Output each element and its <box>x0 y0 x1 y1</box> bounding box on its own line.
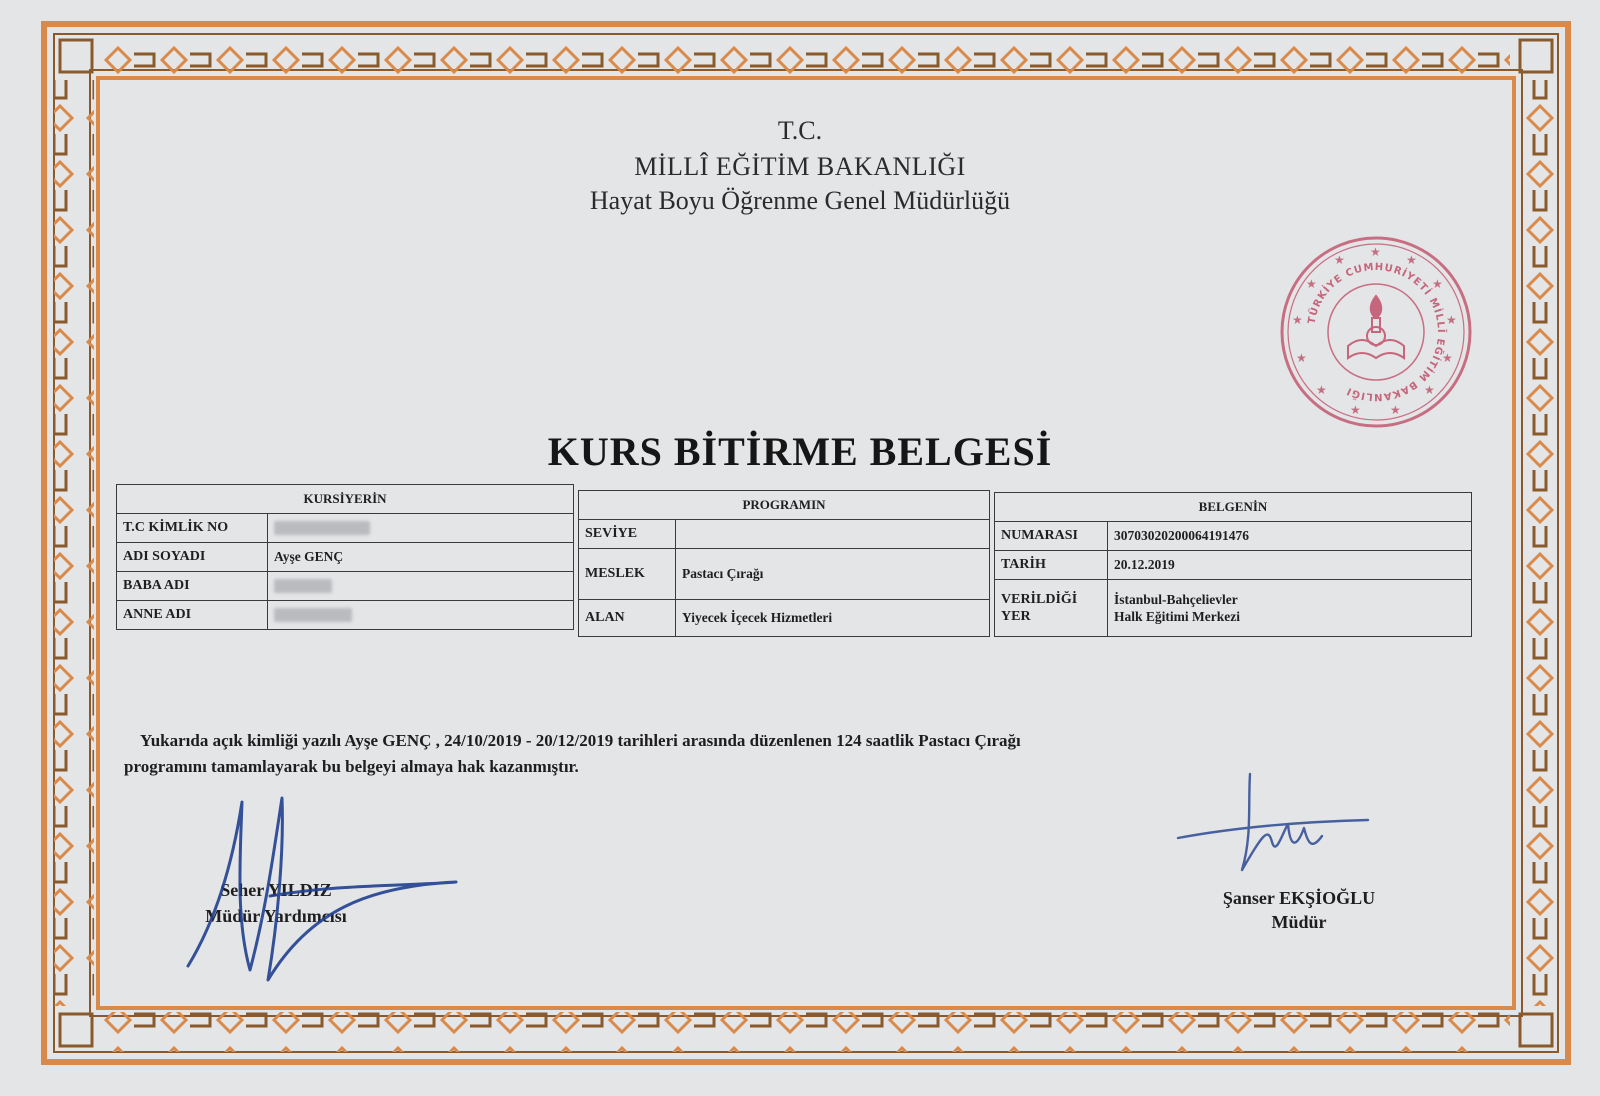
certificate-number-label: NUMARASI <box>995 522 1108 551</box>
table-row <box>579 520 990 549</box>
right-signature-scribble <box>1172 766 1382 886</box>
field-value: Yiyecek İçecek Hizmetleri <box>676 600 990 637</box>
table-row <box>117 572 574 601</box>
svg-text:★: ★ <box>1424 383 1435 397</box>
body-line-2: programını tamamlayarak bu belgeyi almaya hak kazanmıştır. <box>124 757 579 776</box>
tc-id-value <box>268 514 574 543</box>
tc-id-label: T.C KİMLİK NO <box>117 514 268 543</box>
field-label: ALAN <box>579 600 676 637</box>
left-signatory-title: Müdür Yardımcısı <box>205 906 347 926</box>
name-label: ADI SOYADI <box>117 543 268 572</box>
issued-place-value-line1: İstanbul-Bahçelievler <box>1114 592 1238 607</box>
issued-place-label-line1: VERİLDİĞİ <box>1001 592 1078 607</box>
svg-text:★: ★ <box>1432 277 1443 291</box>
issued-place-label <box>995 580 1108 637</box>
issued-place-value-line2: Halk Eğitimi Merkezi <box>1114 609 1240 624</box>
redacted-value <box>274 521 370 535</box>
table-row <box>579 600 990 637</box>
mother-name-value <box>268 601 574 630</box>
father-name-value <box>268 572 574 601</box>
program-info-table <box>578 490 990 637</box>
profession-value: Pastacı Çırağı <box>676 549 990 600</box>
certificate-date-label: TARİH <box>995 551 1108 580</box>
table-row <box>995 551 1472 580</box>
issued-place-label-line2: YER <box>1001 609 1031 624</box>
seal-text: TÜRKİYE CUMHURİYETİ MİLLÎ EĞİTİM BAKANLIĞI <box>1306 261 1447 403</box>
header-tc: T.C. <box>777 116 823 145</box>
table-row <box>117 543 574 572</box>
program-table-heading: PROGRAMIN <box>579 491 990 520</box>
name-value: Ayşe GENÇ <box>268 543 574 572</box>
svg-text:★: ★ <box>1350 403 1361 417</box>
trainee-table-heading: KURSİYERİN <box>117 485 574 514</box>
body-line-1: Yukarıda açık kimliği yazılı Ayşe GENÇ , 24/10/2019 - 20/12/2019 tarihleri arasında düzenlenen 124 saatlik Pastacı Çırağı <box>140 731 1021 750</box>
svg-text:★: ★ <box>1442 351 1453 365</box>
table-row <box>117 601 574 630</box>
svg-text:★: ★ <box>1390 403 1401 417</box>
father-name-label: BABA ADI <box>117 572 268 601</box>
certificate-number-value: 30703020200064191476 <box>1108 522 1472 551</box>
redacted-value <box>274 579 332 593</box>
ministry-seal-stamp <box>1278 234 1474 430</box>
svg-text:★: ★ <box>1292 313 1303 327</box>
certificate-table-heading: BELGENİN <box>995 493 1472 522</box>
left-signatory-name: Seher YILDIZ <box>220 880 332 900</box>
level-value <box>676 520 990 549</box>
svg-text:★: ★ <box>1296 351 1307 365</box>
svg-text:★: ★ <box>1334 253 1345 267</box>
svg-text:★: ★ <box>1370 245 1381 259</box>
certificate-info-table <box>994 492 1472 637</box>
profession-label: MESLEK <box>579 549 676 600</box>
table-row <box>117 514 574 543</box>
mother-name-label: ANNE ADI <box>117 601 268 630</box>
issued-place-value <box>1108 580 1472 637</box>
left-signature-scribble <box>170 790 470 990</box>
right-signatory-name: Şanser EKŞİOĞLU <box>1222 888 1376 908</box>
table-row <box>995 522 1472 551</box>
svg-text:★: ★ <box>1406 253 1417 267</box>
redacted-value <box>274 608 352 622</box>
right-signatory-title: Müdür <box>1271 912 1327 932</box>
svg-text:★: ★ <box>1306 277 1317 291</box>
header-ministry: MİLLÎ EĞİTİM BAKANLIĞI <box>634 152 966 181</box>
svg-text:★: ★ <box>1446 313 1457 327</box>
certificate-date-value: 20.12.2019 <box>1108 551 1472 580</box>
svg-text:★: ★ <box>1316 383 1327 397</box>
table-row <box>579 549 990 600</box>
table-row <box>995 580 1472 637</box>
level-label: SEVİYE <box>579 520 676 549</box>
document-title: KURS BİTİRME BELGESİ <box>547 429 1053 474</box>
header-directorate: Hayat Boyu Öğrenme Genel Müdürlüğü <box>589 186 1011 215</box>
trainee-info-table <box>116 484 574 630</box>
